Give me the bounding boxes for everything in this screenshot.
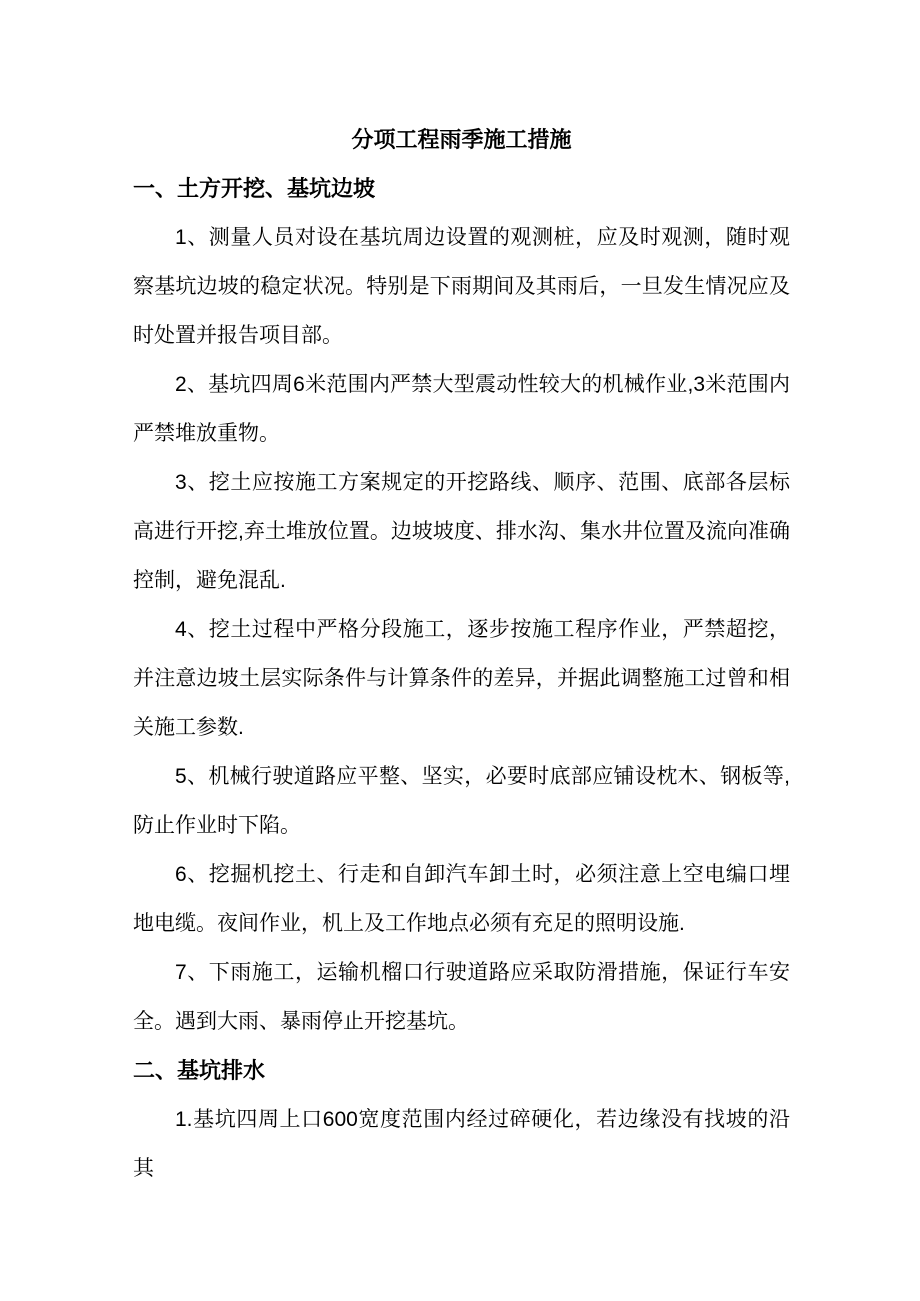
section-1-paragraph-6: 6、挖掘机挖土、行走和自卸汽车卸土时，必须注意上空电编口埋地电缆。夜间作业，机上及工作地点必须有充足的照明设施.	[133, 863, 790, 935]
section-1-heading: 一、土方开挖、基坑边坡	[133, 176, 376, 201]
document-title: 分项工程雨季施工措施	[351, 127, 572, 152]
section-2-heading: 二、基坑排水	[133, 1058, 266, 1083]
section-2-paragraph-1: 1.基坑四周上口600宽度范围内经过碎硬化，若边缘没有找坡的沿其	[133, 1108, 790, 1180]
section-1-paragraph-7: 7、下雨施工，运输机榴口行驶道路应采取防滑措施，保证行车安全。遇到大雨、暴雨停止开挖基坑。	[133, 961, 790, 1033]
section-1-paragraph-1: 1、测量人员对设在基坑周边设置的观测桩，应及时观测，随时观察基坑边坡的稳定状况。特别是下雨期间及其雨后，一旦发生情况应及时处置并报告项目部。	[133, 226, 790, 347]
section-1-paragraph-5: 5、机械行驶道路应平整、坚实，必要时底部应铺设枕木、钢板等,防止作业时下陷。	[133, 765, 790, 837]
section-1-paragraph-4: 4、挖土过程中严格分段施工，逐步按施工程序作业，严禁超挖，并注意边坡土层实际条件与计算条件的差异，并据此调整施工过曾和相关施工参数.	[133, 618, 790, 739]
section-1-paragraph-3: 3、挖土应按施工方案规定的开挖路线、顺序、范围、底部各层标高进行开挖,弃土堆放位置。边坡坡度、排水沟、集水井位置及流向准确控制，避免混乱.	[133, 471, 790, 592]
section-1-paragraph-2: 2、基坑四周6米范围内严禁大型震动性较大的机械作业,3米范围内严禁堆放重物。	[133, 373, 790, 445]
